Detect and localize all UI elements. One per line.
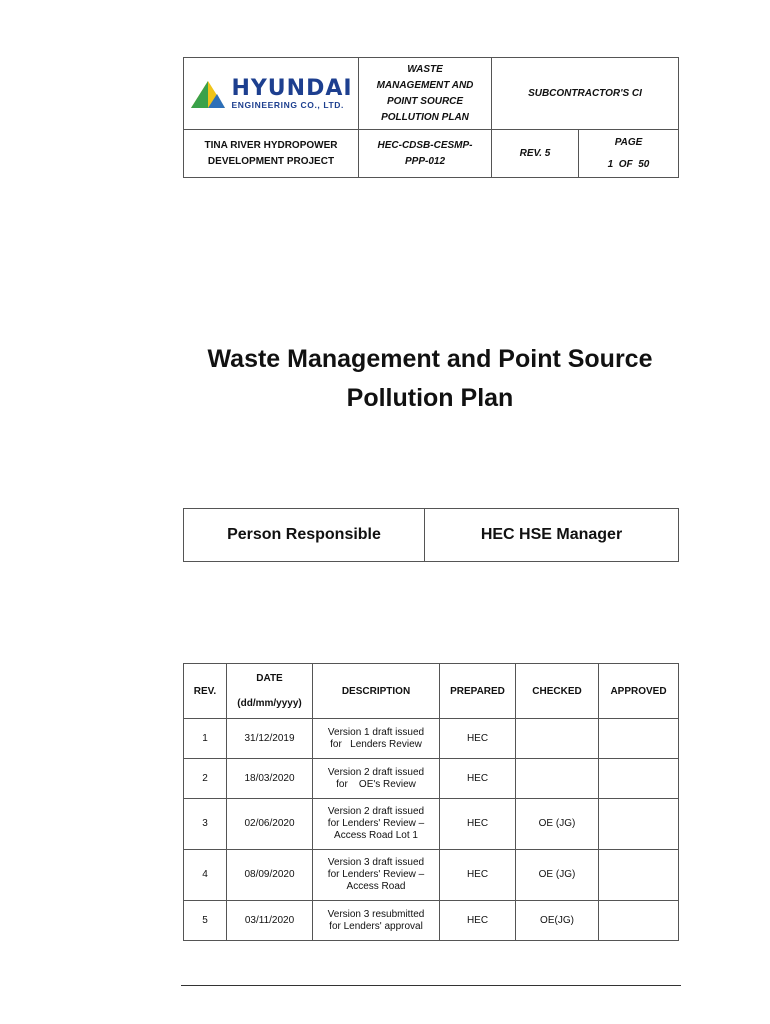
logo-subtitle: ENGINEERING CO., LTD. (231, 99, 345, 110)
footer-divider (181, 985, 681, 986)
title-line: Pollution Plan (346, 384, 514, 412)
rev-number: 4 (184, 850, 227, 901)
subcontractor-label: SUBCONTRACTOR'S CI (528, 87, 642, 99)
rev-number: 1 (184, 719, 227, 759)
rev-approved (599, 799, 679, 850)
description-line: Access Road Lot 1 (334, 830, 418, 841)
description-line: Version 2 draft issued (327, 766, 425, 778)
doc-type-line: WASTE (407, 63, 443, 75)
doc-type-line: POINT SOURCE (386, 95, 464, 107)
doc-code-cell (359, 130, 492, 178)
description-line: for Lenders' Review – (327, 869, 425, 880)
doc-type-line: POLLUTION PLAN (381, 111, 469, 123)
table-row (184, 799, 679, 850)
table-row (184, 759, 679, 799)
document-header (183, 57, 679, 178)
rev-approved (599, 759, 679, 799)
responsible-label: Person Responsible (184, 509, 425, 562)
triangle-logo-icon (189, 78, 227, 110)
rev-prepared: HEC (440, 901, 516, 941)
rev-checked (516, 759, 599, 799)
rev-description (313, 759, 440, 799)
project-line: DEVELOPMENT PROJECT (207, 155, 335, 167)
rev-approved (599, 850, 679, 901)
rev-checked: OE (JG) (516, 850, 599, 901)
rev-description (313, 850, 440, 901)
rev-number: 2 (184, 759, 227, 799)
rev-approved (599, 719, 679, 759)
rev-prepared: HEC (440, 850, 516, 901)
description-line: Version 1 draft issued (327, 726, 425, 738)
date-header-label: DATE (256, 673, 283, 684)
revision-cell (492, 130, 579, 178)
rev-date: 03/11/2020 (227, 901, 313, 941)
col-checked: CHECKED (516, 664, 599, 719)
company-logo (184, 75, 358, 110)
rev-prepared: HEC (440, 799, 516, 850)
description-line: for Lenders Review (330, 738, 422, 750)
rev-prepared: HEC (440, 719, 516, 759)
page-label: PAGE (614, 136, 643, 148)
rev-checked (516, 719, 599, 759)
page-number: 1 OF 50 (607, 158, 650, 170)
col-description: DESCRIPTION (313, 664, 440, 719)
table-row (184, 850, 679, 901)
description-line: Version 2 draft issued (327, 806, 425, 817)
revision-rows (184, 719, 679, 941)
project-line: TINA RIVER HYDROPOWER (204, 139, 338, 151)
rev-date: 31/12/2019 (227, 719, 313, 759)
rev-checked: OE (JG) (516, 799, 599, 850)
rev-date: 18/03/2020 (227, 759, 313, 799)
title-line: Waste Management and Point Source (207, 345, 653, 373)
rev-description (313, 719, 440, 759)
col-rev: REV. (184, 664, 227, 719)
description-line: Version 3 draft issued (327, 857, 425, 868)
document-title (140, 340, 720, 418)
description-line: Access Road (346, 881, 406, 892)
logo-cell (184, 58, 359, 130)
rev-approved (599, 901, 679, 941)
rev-number: 5 (184, 901, 227, 941)
doc-code-line: PPP-012 (404, 155, 446, 167)
doc-code-line: HEC-CDSB-CESMP- (377, 139, 473, 151)
description-line: for OE's Review (336, 778, 416, 790)
doc-type-cell (359, 58, 492, 130)
col-date (227, 664, 313, 719)
rev-checked: OE(JG) (516, 901, 599, 941)
date-format-label: (dd/mm/yyyy) (237, 698, 302, 709)
rev-number: 3 (184, 799, 227, 850)
revision-header-row (184, 664, 679, 719)
table-row (184, 719, 679, 759)
col-approved: APPROVED (599, 664, 679, 719)
logo-wordmark: HYUNDAI (231, 75, 353, 101)
description-line: for Lenders' Review – (327, 818, 425, 829)
doc-type-line: MANAGEMENT AND (376, 79, 474, 91)
table-row (184, 901, 679, 941)
rev-description (313, 901, 440, 941)
project-cell (184, 130, 359, 178)
rev-description (313, 799, 440, 850)
revision-label: REV. 5 (519, 147, 551, 159)
description-line: for Lenders' approval (329, 920, 423, 932)
subcontractor-cell (492, 58, 679, 130)
page-cell (579, 130, 679, 178)
responsible-value: HEC HSE Manager (425, 509, 679, 562)
col-prepared: PREPARED (440, 664, 516, 719)
revision-history-table (183, 663, 679, 941)
description-line: Version 3 resubmitted (327, 908, 425, 920)
rev-prepared: HEC (440, 759, 516, 799)
responsible-table (183, 508, 679, 562)
rev-date: 08/09/2020 (227, 850, 313, 901)
rev-date: 02/06/2020 (227, 799, 313, 850)
